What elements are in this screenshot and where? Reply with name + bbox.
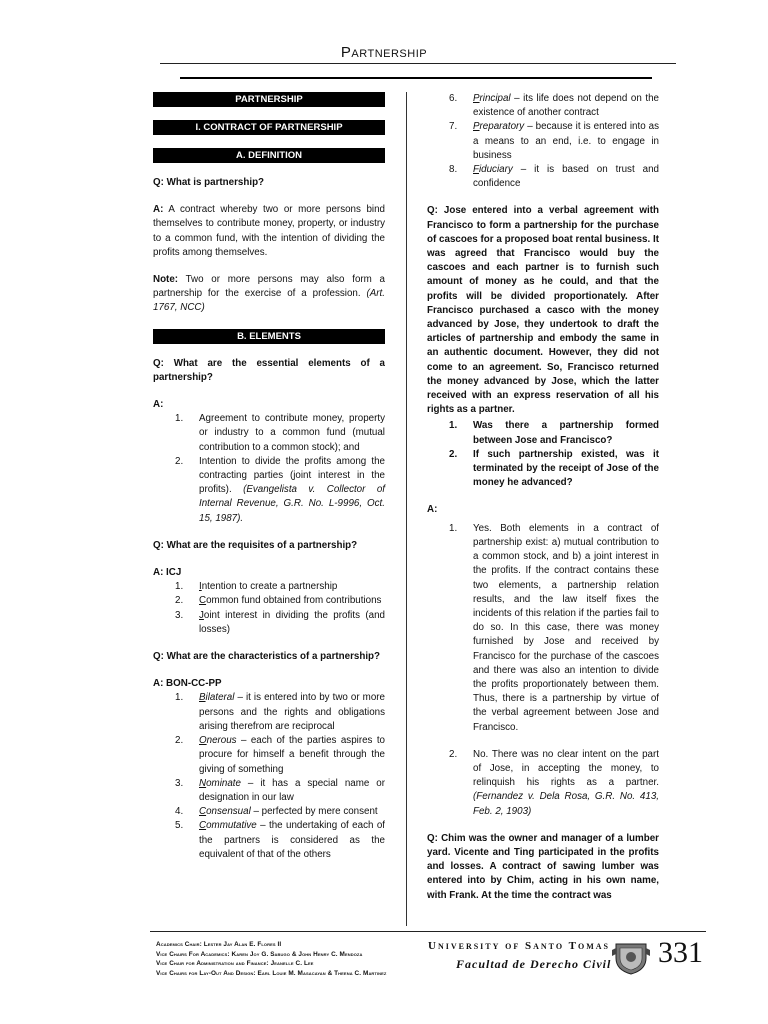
credit-line: Vice Chairs For Academics: Karen Joy G. Sabugo & John Henry C. Mendoza [156,950,363,958]
page-title: Partnership [340,44,428,61]
list-item: 2. Intention to divide the profits among the contracting parties (joint interest in the profits). (Evangelista v. Collector of Internal Revenue, G.R. No. L-9996, Oct. 15, 1987). [175,455,385,524]
university-seal-icon [612,938,650,976]
list-item: 3. Joint interest in dividing the profits (and losses) [175,609,385,635]
answer-4-label: A: BON-CC-PP [153,678,222,690]
page-number: 331 [658,936,703,969]
question-4: Q: What are the characteristics of a partnership? [153,651,381,663]
list-item: 1. Yes. Both elements in a contract of partnership exist: a) mutual contribution to a common stock, and b) a joint interest in the profits. If the contract contains these two elements, a partnership relation results, and the law itself fixes the incidents of this relation if the parties fail to do so. In this case, there was money furnished by Jose and received by Francisco for the purchase of the cascoes and there was also an intention to divide the profits proportionately between them. Thus, there is a partnership by virtue of the verbal agreement between Jose and Francisco. [449,522,659,733]
list-item: 7. Preparatory – because it is entered into as a means to an end, i.e. to engage in business [449,121,659,161]
credit-line: Academics Chair: Lester Jay Alan E. Flores II [156,941,282,948]
answer-3-label: A: ICJ [153,567,182,579]
faculty-name: Facultad de Derecho Civil [456,957,612,971]
list-item: 1. Agreement to contribute money, property or industry to a common fund (mutual contribution to a common stock); and [175,413,385,453]
right-column [427,92,659,916]
list-item: 1. Was there a partnership formed between Jose and Francisco? [449,420,659,446]
list-item: 1. Bilateral – it is entered into by two or more persons and the rights and obligations arising therefrom are reciprocal [175,692,385,732]
question-1: Q: What is partnership? [153,177,265,188]
characteristics-list [153,691,385,861]
question-5: Q: Jose entered into a verbal agreement with Francisco to form a partnership for the purchase of cascoes for a proposed boat rental business. It was agreed that Francisco would buy the cascoes and each partner is to furnish such amount of money as he could, and that the profits will be divided proportionately. After Francisco purchased a casco with the money advanced by Jose, they undertook to draft the articles of partnership and embody the same in an authentic document. However, they did not come to an agreement. So, Francisco returned the money advanced by Jose, which the latter received with an express reservation of all his rights as a partner. [427,205,659,416]
requisites-list [153,580,385,637]
list-item: 2. Onerous – each of the parties aspires to procure for himself a benefit through the giving of something [175,735,385,775]
list-item: 6. Principal – its life does not depend on the existence of another contract [449,93,659,119]
answer-5-label: A: [427,504,438,516]
footer-rule [150,931,706,932]
answer-5-list [427,522,659,819]
answer-2-label: A: [153,399,164,411]
list-item: 2. No. There was no clear intent on the part of Jose, in accepting the money, to relinquish his rights as a partner. (Fernandez v. Dela Rosa, G.R. No. 413, Feb. 2, 1903) [449,748,659,817]
credit-line: Vice Chair for Administration and Finance: Jeanelle C. Lee [156,960,314,968]
list-item: 3. Nominate – it has a special name or designation in our law [175,777,385,803]
question-5-subquestions [427,419,659,490]
section-bar-elements: B. ELEMENTS [153,329,385,344]
characteristics-list-continued [427,92,659,191]
list-item: 4. Consensual – perfected by mere consent [175,806,378,818]
header-rule-thick [180,77,652,79]
list-item: 2. If such partnership existed, was it terminated by the receipt of Jose of the money he advanced? [449,448,659,489]
question-2: Q: What are the essential elements of a partnership? [153,357,385,383]
note: Note: Two or more persons may also form a partnership for the exercise of a profession. (Art. 1767, NCC) [153,274,385,314]
column-divider [406,92,407,926]
credit-line: Vice Chairs for Lay-Out And Design: Earl Louie M. Masacayan & Theena C. Martinez [156,969,387,977]
footer-credits [156,940,386,978]
question-6: Q: Chim was the owner and manager of a lumber yard. Vicente and Ting participated in the profits and losses. A contract of sawing lumber was entered into by Chim, acting in his own name, with Frank. At the time the contract was [427,832,659,901]
list-item: 2. Common fund obtained from contributions [175,595,382,607]
list-item: 5. Commutative – the undertaking of each of the partners is considered as the equivalent of that of the others [175,820,385,860]
header-rule [160,63,676,64]
section-bar-definition: A. DEFINITION [153,148,385,163]
section-bar-partnership: PARTNERSHIP [153,92,385,107]
list-item: 8. Fiduciary – it is based on trust and confidence [449,164,659,190]
left-column [153,92,385,875]
university-name: University of Santo Tomas [428,940,610,952]
elements-list [153,412,385,526]
list-item: 1. Intention to create a partnership [175,581,338,593]
question-3: Q: What are the requisites of a partnership? [153,539,358,551]
answer-1: A: A contract whereby two or more persons bind themselves to contribute money, property, or industry to a common fund, with the intention of dividing the profits among themselves. [153,204,385,258]
section-bar-contract: I. CONTRACT OF PARTNERSHIP [153,120,385,135]
